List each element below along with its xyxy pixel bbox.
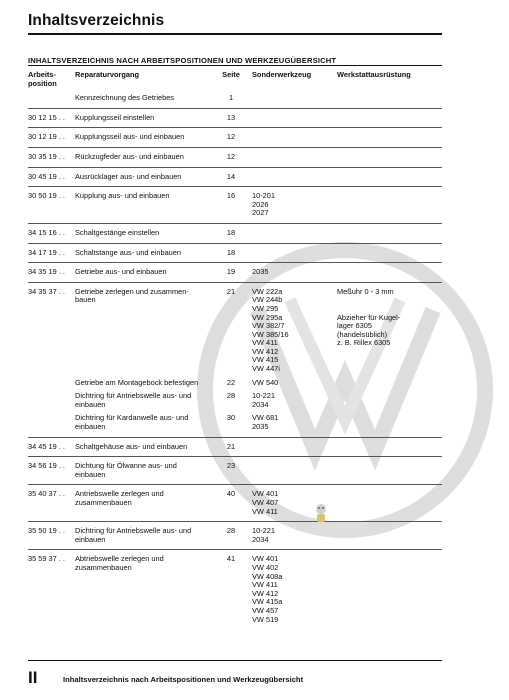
cell-operation: Getriebe zerlegen und zusammen- bauen (73, 282, 213, 378)
cell-operation: Dichtring für Kardanwelle aus- und einbauen (75, 413, 189, 432)
cell-position (28, 392, 73, 414)
cell-page: 18 (213, 223, 249, 243)
table-header-row (28, 71, 442, 94)
table-row (28, 187, 442, 224)
cell-equipment (337, 550, 442, 629)
cell-page: 16 (213, 187, 249, 224)
cell-tools: VW 681 2035 (252, 413, 279, 432)
header-equipment: Werkstattausrüstung (337, 70, 411, 79)
cell-equipment (337, 94, 442, 108)
cell-tools (249, 94, 337, 108)
cell-tools (249, 243, 337, 263)
cell-operation: Schaltstange aus- und einbauen (73, 243, 213, 263)
cell-page: 14 (213, 167, 249, 187)
cell-equipment (337, 457, 442, 485)
subtitle-rule (28, 65, 442, 66)
table-row (28, 485, 442, 522)
cell-page: 21 (213, 437, 249, 457)
cell-operation: Schaltgehäuse aus- und einbauen (73, 437, 213, 457)
section-subtitle: INHALTSVERZEICHNIS NACH ARBEITSPOSITIONEN UND WERKZEUGÜBERSICHT (28, 56, 337, 65)
header-operation: Reparaturvorgang (75, 70, 140, 79)
cell-tools: 10-221 2034 (249, 522, 337, 550)
cell-position: 30 45 19 . . (28, 167, 73, 187)
cell-position: 34 45 19 . . (28, 437, 73, 457)
cell-position: 30 12 19 . . (28, 128, 73, 148)
table-row (28, 263, 442, 283)
cell-tools (249, 128, 337, 148)
table-row (28, 167, 442, 187)
cell-position: 34 15 16 . . (28, 223, 73, 243)
cell-tools (249, 457, 337, 485)
cell-page: 1 (228, 93, 234, 103)
cell-equipment (337, 223, 442, 243)
cell-operation: Getriebe aus- und einbauen (73, 263, 213, 283)
table-row (28, 108, 442, 128)
cell-position: 30 12 15 . . (28, 108, 73, 128)
cell-operation: Rückzugfeder aus- und einbauen (73, 147, 213, 167)
contents-table (28, 71, 442, 629)
table-row (28, 457, 442, 485)
cell-operation: Dichtring für Antriebswelle aus- und einbauen (75, 391, 192, 409)
cell-position: 35 59 37 . . (28, 550, 73, 629)
cell-tools (249, 167, 337, 187)
cell-tools: VW 401 VW 402 VW 408a VW 411 VW 412 VW 415a VW 457 VW 519 (249, 550, 337, 629)
cell-tools: 10-201 2026 2027 (249, 187, 337, 224)
cell-tools (249, 223, 337, 243)
cell-page: 28 (213, 522, 249, 550)
cell-tools: 2035 (249, 263, 337, 283)
page-number: II (28, 668, 38, 687)
cell-equipment: Meßuhr 0 - 3 mm Abzieher für Kugel- lager 6305 (handelsüblich) z. B. Rillex 6305 (337, 282, 442, 378)
footer-rule (28, 660, 442, 661)
cell-operation: Dichtung für Ölwanne aus- und einbauen (73, 457, 213, 485)
header-position: Arbeits- position (28, 70, 57, 88)
cell-operation: Ausrücklager aus- und einbauen (73, 167, 213, 187)
cell-equipment (337, 392, 442, 414)
cell-position: 34 35 37 . . (28, 282, 73, 378)
cell-tools: VW 401 VW 407 VW 411 (249, 485, 337, 522)
cell-position: 35 40 37 . . (28, 485, 73, 522)
cell-operation: Kennzeichnung des Getriebes (75, 93, 175, 103)
table-row (28, 522, 442, 550)
page-title: Inhaltsverzeichnis (28, 12, 165, 29)
table-row (28, 392, 442, 414)
cell-operation: Getriebe am Montagebock befestigen (75, 377, 199, 387)
mascot-logo-icon (314, 503, 328, 523)
cell-operation: Kupplung aus- und einbauen (73, 187, 213, 224)
cell-equipment (337, 437, 442, 457)
cell-page: 28 (226, 391, 236, 401)
header-tools: Sonderwerkzeug (252, 70, 312, 79)
cell-equipment (337, 147, 442, 167)
cell-operation: Kupplungsseil einstellen (73, 108, 213, 128)
cell-tools: 10-221 2034 (252, 391, 276, 409)
table-row (28, 414, 442, 437)
cell-position: 30 35 19 . . (28, 147, 73, 167)
cell-equipment (337, 379, 442, 393)
cell-position: 34 17 19 . . (28, 243, 73, 263)
table-row (28, 437, 442, 457)
cell-position (28, 379, 73, 393)
cell-equipment (337, 522, 442, 550)
title-rule (28, 33, 442, 35)
footer-title: Inhaltsverzeichnis nach Arbeitspositionen und Werkzeugübersicht (63, 675, 304, 684)
table-row (28, 147, 442, 167)
cell-tools: VW 222a VW 244b VW 295 VW 295a VW 382/7 VW 385/16 VW 411 VW 412 VW 415 VW 447i (249, 282, 337, 378)
table-row (28, 128, 442, 148)
cell-page: 19 (213, 263, 249, 283)
cell-operation: Kupplungsseil aus- und einbauen (73, 128, 213, 148)
table-row (28, 550, 442, 629)
cell-equipment (337, 108, 442, 128)
cell-page: 13 (213, 108, 249, 128)
cell-page: 41 (213, 550, 249, 629)
cell-page: 12 (213, 128, 249, 148)
cell-page: 23 (213, 457, 249, 485)
cell-position: 35 50 19 . . (28, 522, 73, 550)
cell-tools (249, 437, 337, 457)
table-row (28, 282, 442, 378)
cell-equipment (337, 128, 442, 148)
cell-operation: Antriebswelle zerlegen und zusammenbauen (73, 485, 213, 522)
cell-equipment (337, 414, 442, 437)
cell-position: 30 50 19 . . (28, 187, 73, 224)
table-row (28, 223, 442, 243)
cell-tools (249, 147, 337, 167)
header-page: Seite (222, 70, 240, 79)
table-row (28, 94, 442, 108)
cell-position: 34 56 19 . . (28, 457, 73, 485)
cell-operation: Schaltgestänge einstellen (73, 223, 213, 243)
table-row (28, 243, 442, 263)
cell-operation: Dichtring für Antriebswelle aus- und einbauen (73, 522, 213, 550)
cell-equipment (337, 485, 442, 522)
cell-position: 34 35 19 . . (28, 263, 73, 283)
cell-page: 18 (213, 243, 249, 263)
cell-position (28, 414, 73, 437)
cell-page: 21 (213, 282, 249, 378)
cell-tools (249, 108, 337, 128)
cell-equipment (337, 167, 442, 187)
cell-equipment (337, 187, 442, 224)
cell-operation: Abtriebswelle zerlegen und zusammenbauen (73, 550, 213, 629)
cell-equipment (337, 263, 442, 283)
table-row (28, 379, 442, 393)
cell-page: 22 (226, 377, 236, 387)
cell-page: 30 (226, 413, 236, 423)
cell-equipment (337, 243, 442, 263)
cell-page: 12 (213, 147, 249, 167)
cell-page: 40 (213, 485, 249, 522)
cell-tools: VW 540 (252, 377, 279, 387)
cell-position (28, 94, 73, 108)
